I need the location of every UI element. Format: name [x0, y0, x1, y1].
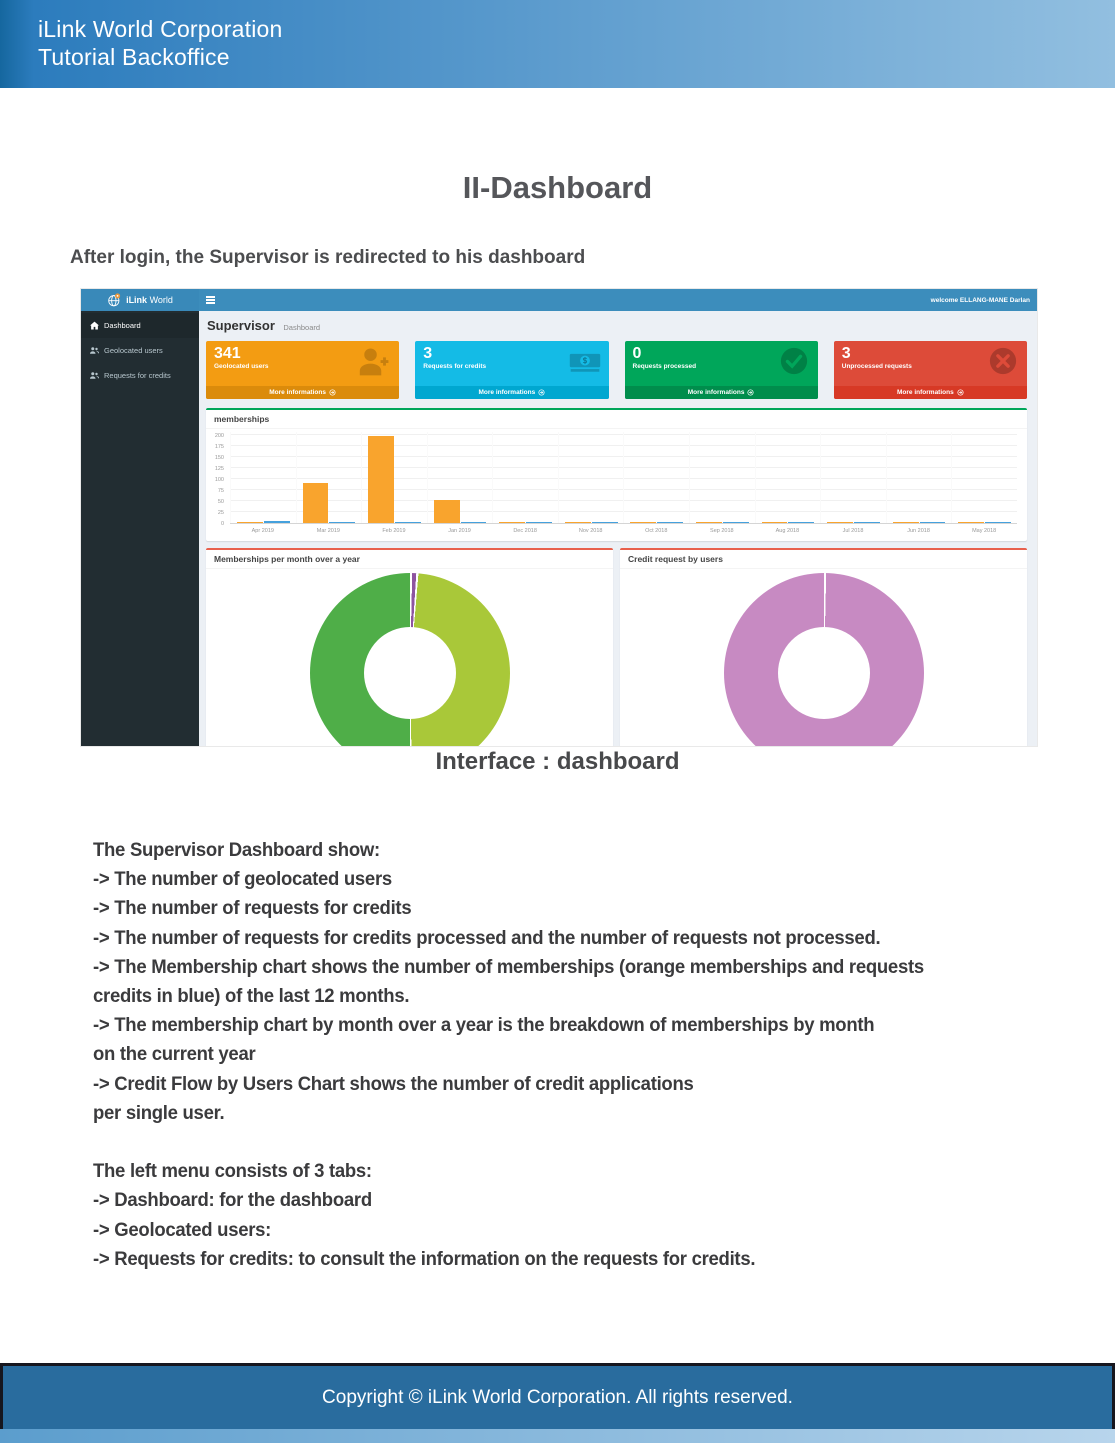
bar-group: [296, 432, 362, 523]
x-tick-label: Sep 2018: [710, 528, 734, 534]
stat-cards-row: [206, 341, 1027, 399]
bar-group: [755, 432, 821, 523]
body-line: -> The number of geolocated users: [93, 868, 392, 891]
donut-charts-row: [206, 548, 1027, 746]
card-value: 3: [841, 345, 851, 362]
body-line: -> The Membership chart shows the number of memberships (orange memberships and requests: [93, 955, 924, 978]
bar-memberships: [434, 500, 460, 523]
dashboard-navbar: [199, 289, 1037, 311]
bar-group: [492, 432, 558, 523]
y-axis: [210, 432, 227, 527]
y-tick-label: 0: [220, 521, 224, 527]
dashboard-content: [199, 311, 1037, 746]
bar-memberships: [303, 483, 329, 523]
y-tick-label: 175: [214, 444, 224, 450]
body-line: -> Dashboard: for the dashboard: [93, 1189, 372, 1212]
memberships-chart-panel: [206, 408, 1027, 541]
arrow-circle-icon: [538, 389, 545, 396]
y-tick-label: 50: [217, 499, 224, 505]
body-text-block: [93, 836, 1053, 1274]
users-icon: [90, 371, 99, 380]
y-tick-label: 25: [217, 510, 224, 516]
document-subtitle: Tutorial Backoffice: [38, 44, 230, 70]
bar-memberships: [565, 522, 591, 523]
brand-text: iLink World: [126, 295, 173, 305]
bar-group: [361, 432, 427, 523]
donut-hole: [778, 627, 870, 719]
page-banner: [0, 0, 1115, 88]
card-label: Requests for credits: [423, 363, 487, 370]
x-tick-label: Nov 2018: [578, 528, 603, 534]
bar-requests-credits: [723, 522, 749, 523]
content-header: [207, 317, 1027, 335]
bar-requests-credits: [854, 522, 880, 523]
body-line: -> The number of requests for credits: [93, 897, 412, 920]
bar-requests-credits: [920, 522, 946, 523]
check-circle-icon: [777, 346, 811, 376]
body-line: -> Credit Flow by Users Chart shows the number of credit applications: [93, 1072, 694, 1095]
card-value: 341: [214, 345, 241, 362]
sidebar-item-dashboard[interactable]: Dashboard: [81, 313, 199, 338]
plot-area: [230, 432, 1017, 524]
body-line: per single user.: [93, 1101, 225, 1124]
bar-group: [623, 432, 689, 523]
x-tick-label: Dec 2018: [513, 528, 537, 534]
more-informations-button[interactable]: More informations: [206, 386, 399, 399]
bar-memberships: [237, 522, 263, 523]
x-tick-label: Apr 2019: [251, 528, 274, 534]
page-footer: [0, 1363, 1115, 1429]
body-line: [93, 1128, 1053, 1157]
memberships-chart-title: memberships: [206, 410, 1027, 429]
company-name: iLink World Corporation: [38, 16, 283, 42]
credit-request-donut-title: Credit request by users: [620, 550, 1027, 569]
arrow-circle-icon: [747, 389, 754, 396]
brand-logo[interactable]: [81, 289, 199, 311]
x-tick-label: Mar 2019: [316, 528, 340, 534]
welcome-user-label[interactable]: welcome ELLANG-MANE Darlan: [930, 296, 1030, 304]
globe-pin-icon: [107, 293, 122, 307]
memberships-donut-panel: [206, 548, 613, 746]
users-icon: [90, 346, 99, 355]
x-tick-label: Jul 2018: [842, 528, 864, 534]
body-line: -> The number of requests for credits processed and the number of requests not processed.: [93, 926, 881, 949]
card-label: Unprocessed requests: [841, 363, 912, 370]
card-label: Requests processed: [632, 363, 697, 370]
hamburger-menu-icon[interactable]: [206, 296, 215, 298]
body-line: -> The membership chart by month over a year is the breakdown of memberships by month: [93, 1014, 875, 1037]
card-geolocated-users[interactable]: [206, 341, 399, 399]
bar-memberships: [893, 522, 919, 523]
bar-requests-credits: [985, 522, 1011, 523]
money-icon: [568, 346, 602, 376]
x-circle-icon: [986, 346, 1020, 376]
bar-group: [689, 432, 755, 523]
dashboard-sidebar: [81, 311, 199, 746]
x-tick-label: Feb 2019: [382, 528, 406, 534]
bar-group: [427, 432, 493, 523]
user-plus-icon: [358, 346, 392, 376]
y-tick-label: 200: [214, 433, 224, 439]
dashboard-screenshot: [80, 288, 1038, 747]
body-line: The left menu consists of 3 tabs:: [93, 1160, 372, 1183]
sidebar-item-requests-for-credits[interactable]: Requests for credits: [81, 363, 199, 388]
donut-hole: [364, 627, 456, 719]
x-tick-label: Aug 2018: [775, 528, 800, 534]
x-tick-label: May 2018: [972, 528, 997, 534]
body-line: -> Requests for credits: to consult the information on the requests for credits.: [93, 1247, 756, 1270]
bar-requests-credits: [788, 522, 814, 523]
x-tick-label: Oct 2018: [645, 528, 668, 534]
bar-memberships: [958, 522, 984, 523]
bottom-accent-strip: [0, 1429, 1115, 1443]
bar-memberships: [368, 436, 394, 523]
bar-group: [230, 432, 296, 523]
y-tick-label: 125: [214, 466, 224, 472]
arrow-circle-icon: [329, 389, 336, 396]
x-tick-label: Jun 2018: [907, 528, 930, 534]
arrow-circle-icon: [957, 389, 964, 396]
screenshot-caption: Interface : dashboard: [435, 748, 680, 775]
bar-group: [951, 432, 1017, 523]
bar-requests-credits: [657, 522, 683, 523]
home-icon: [90, 321, 99, 330]
card-requests-for-credits[interactable]: [415, 341, 608, 399]
more-informations-button[interactable]: More informations: [834, 386, 1027, 399]
bar-requests-credits: [592, 522, 618, 523]
bar-requests-credits: [461, 522, 487, 523]
bar-memberships: [630, 522, 656, 523]
intro-text: After login, the Supervisor is redirected to his dashboard: [70, 247, 586, 268]
card-label: Geolocated users: [214, 363, 269, 370]
bar-group: [558, 432, 624, 523]
body-line: on the current year: [93, 1043, 256, 1066]
card-value: 3: [423, 345, 433, 362]
content-breadcrumb: Dashboard: [283, 323, 321, 332]
bar-requests-credits: [329, 522, 355, 523]
memberships-donut-title: Memberships per month over a year: [206, 550, 613, 569]
y-tick-label: 150: [214, 455, 224, 461]
bar-requests-credits: [264, 521, 290, 523]
page-title: II-Dashboard: [462, 170, 653, 205]
card-requests-processed[interactable]: [625, 341, 818, 399]
dashboard-topbar: [81, 289, 1037, 311]
bar-memberships: [762, 522, 788, 523]
bar-memberships: [696, 522, 722, 523]
bar-group: [820, 432, 886, 523]
body-line: credits in blue) of the last 12 months.: [93, 985, 410, 1008]
sidebar-item-geolocated-users[interactable]: Geolocated users: [81, 338, 199, 363]
copyright-text: Copyright © iLink World Corporation. All rights reserved.: [322, 1386, 793, 1408]
content-title: Supervisor: [207, 318, 275, 333]
y-tick-label: 100: [214, 477, 224, 483]
card-value: 0: [632, 345, 642, 362]
bar-requests-credits: [526, 522, 552, 523]
more-informations-button[interactable]: More informations: [625, 386, 818, 399]
y-tick-label: 75: [217, 488, 224, 494]
card-unprocessed-requests[interactable]: [834, 341, 1027, 399]
body-line: The Supervisor Dashboard show:: [93, 839, 380, 861]
memberships-bar-chart: [210, 432, 1019, 536]
credit-request-donut-panel: [620, 548, 1027, 746]
bar-memberships: [499, 522, 525, 523]
more-informations-button[interactable]: More informations: [415, 386, 608, 399]
bar-group: [886, 432, 952, 523]
x-axis: [230, 525, 1017, 536]
body-line: -> Geolocated users:: [93, 1218, 272, 1241]
x-tick-label: Jan 2019: [448, 528, 471, 534]
bar-requests-credits: [395, 522, 421, 523]
bar-memberships: [827, 522, 853, 523]
